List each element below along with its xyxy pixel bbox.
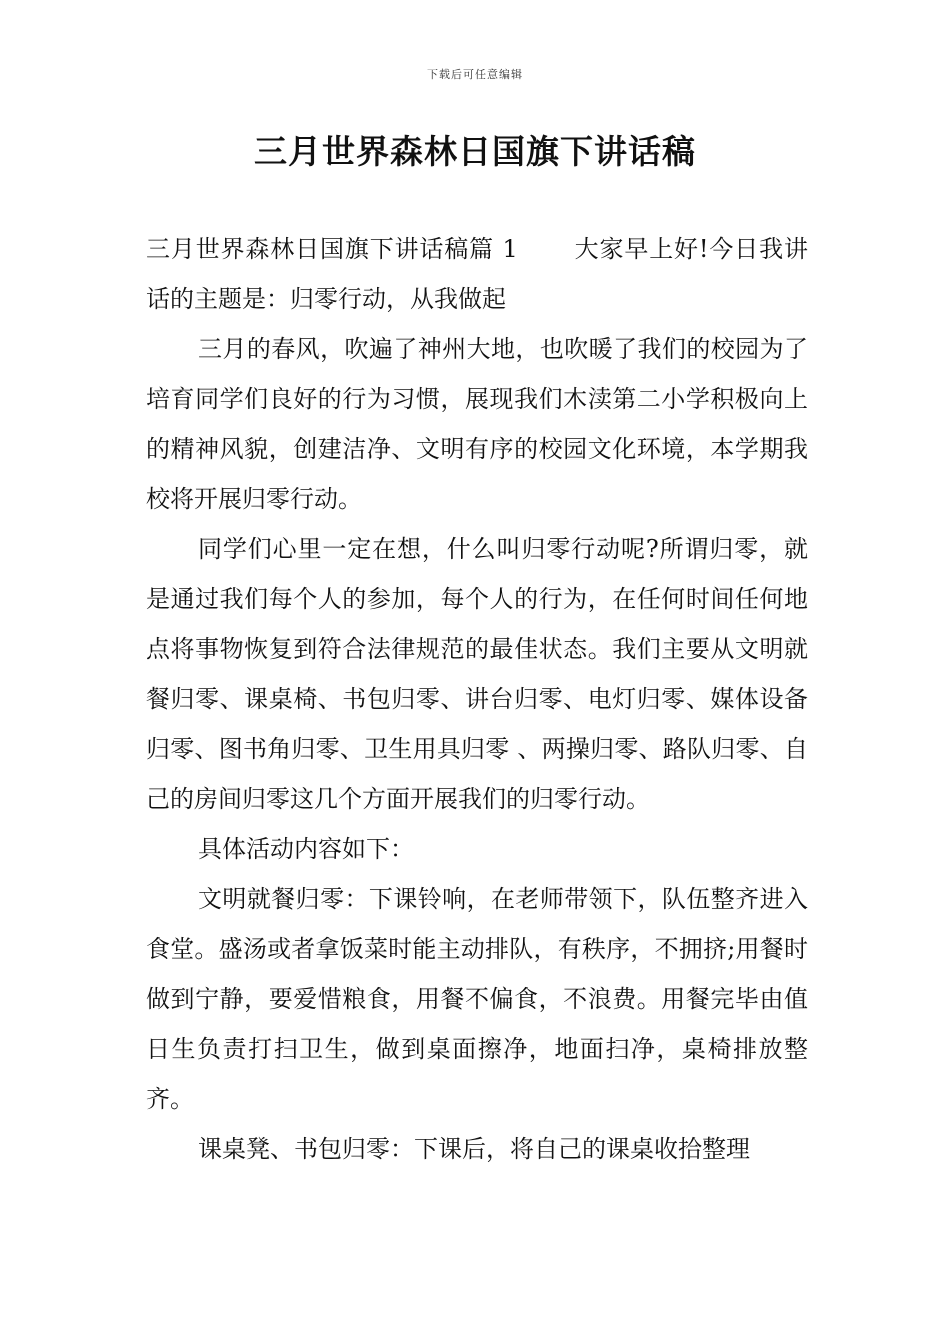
paragraph-3: 具体活动内容如下：: [198, 835, 414, 863]
paragraph-1: 三月的春风，吹遍了神州大地，也吹暖了我们的校园为了培育同学们良好的行为习惯，展现我们木渎第二小学积极向上的精神风貌，创建洁净、文明有序的校园文化环境，本学期我校将开展归零行动。: [146, 335, 808, 513]
document-body: [146, 224, 808, 1174]
document-title: 三月世界森林日国旗下讲话稿: [254, 132, 696, 171]
intro-paragraph: [146, 224, 808, 324]
header-note: 下载后可任意编辑: [427, 68, 523, 81]
intro-text: 大家早上好!今日我讲话的主题是：归零行动，从我做起: [146, 235, 808, 313]
intro-heading: 三月世界森林日国旗下讲话稿篇 1: [146, 235, 518, 263]
paragraph-5: 课桌凳、书包归零：下课后，将自己的课桌收拾整理: [198, 1135, 750, 1163]
paragraph-4: 文明就餐归零：下课铃响，在老师带领下，队伍整齐进入食堂。盛汤或者拿饭菜时能主动排队，有秩序，不拥挤;用餐时做到宁静，要爱惜粮食，用餐不偏食，不浪费。用餐完毕由值日生负责打扫卫生，做到桌面擦净，地面扫净，桌椅排放整齐。: [146, 885, 808, 1113]
paragraph-2: 同学们心里一定在想，什么叫归零行动呢?所谓归零，就是通过我们每个人的参加，每个人的行为，在任何时间任何地点将事物恢复到符合法律规范的最佳状态。我们主要从文明就餐归零、课桌椅、书包归零、讲台归零、电灯归零、媒体设备归零、图书角归零、卫生用具归零 、两操归零、路队归零、自己的房间归零这几个方面开展我们的归零行动。: [146, 535, 808, 813]
